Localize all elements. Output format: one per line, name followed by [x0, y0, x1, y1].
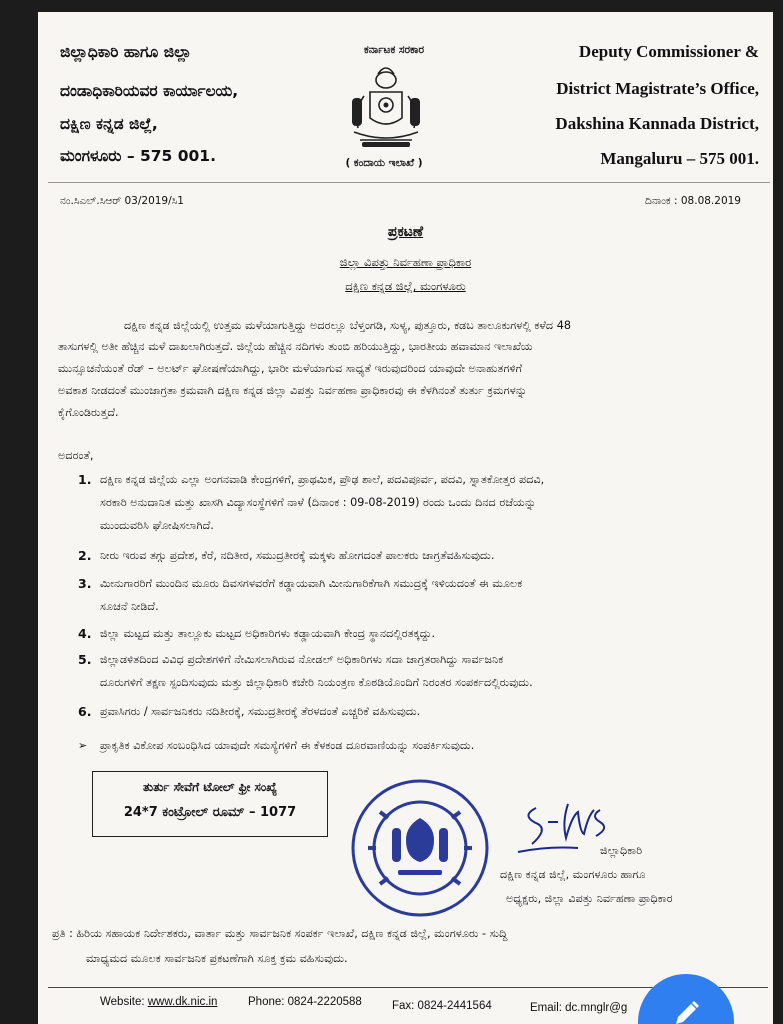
- header-department-label: ( ಕಂದಾಯ ಇಲಾಖೆ ): [345, 157, 423, 169]
- item-4-number: 4.: [78, 626, 92, 641]
- intro-line-2: ತಾಸುಗಳಲ್ಲಿ ಅತೀ ಹೆಚ್ಚಿನ ಮಳೆ ದಾಖಲಾಗಿರುತ್ತದೆ. ಜಿಲ್ಲೆಯ ಹೆಚ್ಚಿನ ನದಿಗಳು ತುಂಬಿ ಹರಿಯುತ್ತಿದ್ದು, ಭಾರತೀಯ ಹವಾಮಾನ ಇಲಾಖೆಯ: [58, 340, 533, 353]
- item-5-line-2: ದೂರುಗಳಿಗೆ ತಕ್ಷಣ ಸ್ಪಂದಿಸುವುದು ಮತ್ತು ಜಿಲ್ಲಾಧಿಕಾರಿ ಕಚೇರಿ ನಿಯಂತ್ರಣ ಕೊಠಡಿಯೊಂದಿಗೆ ನಿರಂತರ ಸಂಪರ್ಕದಲ್ಲಿರುವುದು.: [100, 676, 533, 689]
- header-right-line1: Deputy Commissioner &: [578, 42, 759, 61]
- header-right-line4: Mangaluru – 575 001.: [600, 149, 759, 168]
- item-2-number: 2.: [78, 548, 92, 563]
- edit-fab-button[interactable]: [638, 974, 734, 1024]
- office-seal: [340, 772, 498, 922]
- item-5-number: 5.: [78, 652, 92, 667]
- item-6-line-1: ಪ್ರವಾಸಿಗರು / ಸಾರ್ವಜನಿಕರು ನದಿತೀರಕ್ಕೆ, ಸಮುದ್ರತೀರಕ್ಕೆ ತೆರಳದಂತೆ ಎಚ್ಚರಿಕೆ ವಹಿಸುವುದು.: [100, 705, 421, 718]
- reference-number: ನಂ.ಸಿಎಲ್.ಸಿಆರ್ 03/2019/ಸಿ1: [60, 195, 184, 207]
- item-5-line-1: ಜಿಲ್ಲಾಡಳಿತದಿಂದ ವಿವಿಧ ಪ್ರದೇಶಗಳಿಗೆ ನೇಮಿಸಲಾಗಿರುವ ನೋಡಲ್ ಅಧಿಕಾರಿಗಳು ಸದಾ ಜಾಗ್ರತರಾಗಿದ್ದು ಸಾರ್ವಜನಿಕ: [100, 653, 504, 666]
- notice-title: ಪ್ರಕಟಣೆ: [387, 224, 424, 240]
- item-1-line-2: ಸರಕಾರಿ ಅನುದಾನಿತ ಮತ್ತು ಖಾಸಗಿ ವಿದ್ಯಾಸಂಸ್ಥೆಗಳಿಗೆ ನಾಳೆ (ದಿನಾಂಕ : 09-08-2019) ರಂದು ಒಂದು ದಿನದ ರಜೆಯನ್ನು: [100, 496, 537, 509]
- intro-line-3: ಮುನ್ಸೂಚನೆಯಂತೆ ರೆಡ್ – ಅಲರ್ಟ್ ಘೋಷಣೆಯಾಗಿದ್ದು, ಭಾರೀ ಮಳೆಯಾಗುವ ಸಾಧ್ಯತೆ ಇರುವುದರಿಂದ ಯಾವುದೇ ಅನಾಹುತಗಳಿಗೆ: [58, 362, 523, 375]
- item-1-line-3: ಮುಂದುವರಿಸಿ ಘೋಷಿಸಲಾಗಿದೆ.: [100, 519, 214, 532]
- header-government-label: ಕರ್ನಾಟಕ ಸರಕಾರ: [363, 44, 425, 56]
- footer-fax: Fax: 0824-2441564: [392, 1000, 492, 1012]
- document-sheet: [38, 12, 773, 1024]
- footer-website-label: Website:: [100, 996, 145, 1008]
- intro-line-5: ಕೈಗೊಂಡಿರುತ್ತದೆ.: [58, 406, 119, 419]
- header-left-line3: ದಕ್ಷಿಣ ಕನ್ನಡ ಜಿಲ್ಲೆ,: [60, 115, 158, 133]
- footer-website: [100, 996, 217, 1008]
- item-2-line-1: ನೀರು ಇರುವ ತಗ್ಗು ಪ್ರದೇಶ, ಕೆರೆ, ನದಿತೀರ, ಸಮುದ್ರತೀರಕ್ಕೆ ಮಕ್ಕಳು ಹೋಗದಂತೆ ಪಾಲಕರು ಜಾಗ್ರತೆವಹಿಸುವುದು.: [100, 549, 495, 562]
- footer-phone: Phone: 0824-2220588: [248, 996, 362, 1008]
- item-4-line-1: ಜಿಲ್ಲಾ ಮಟ್ಟದ ಮತ್ತು ತಾಲ್ಲೂಕು ಮಟ್ಟದ ಅಧಿಕಾರಿಗಳು ಕಡ್ಡಾಯವಾಗಿ ಕೇಂದ್ರ ಸ್ಥಾನದಲ್ಲಿರತಕ್ಕದ್ದು.: [100, 627, 436, 640]
- copy-to-line-1: ಪ್ರತಿ : ಹಿರಿಯ ಸಹಾಯಕ ನಿರ್ದೇಶಕರು, ವಾರ್ತಾ ಮತ್ತು ಸಾರ್ವಜನಿಕ ಸಂಪರ್ಕ ಇಲಾಖೆ, ದಕ್ಷಿಣ ಕನ್ನಡ ಜಿಲ್ಲೆ, ಮಂಗಳೂರು - ಸುದ್ದಿ: [52, 927, 508, 940]
- edit-pencil-icon: [672, 1000, 700, 1024]
- karnataka-emblem-icon: [340, 62, 432, 152]
- copy-to-line-2: ಮಾಧ್ಯಮದ ಮೂಲಕ ಸಾರ್ವಜನಿಕ ಪ್ರಕಟಣೆಗಾಗಿ ಸೂಕ್ತ ಕ್ರಮ ವಹಿಸುವುದು.: [86, 952, 348, 965]
- header-right-line2: District Magistrate’s Office,: [556, 79, 759, 98]
- signatory-line-3: ಅಧ್ಯಕ್ಷರು, ಜಿಲ್ಲಾ ವಿಪತ್ತು ನಿರ್ವಹಣಾ ಪ್ರಾಧಿಕಾರ: [506, 892, 673, 905]
- tollfree-box: [92, 771, 328, 837]
- signatory-designation: ಜಿಲ್ಲಾಧಿಕಾರಿ: [600, 844, 643, 857]
- bullet-arrow-icon: ➢: [78, 739, 88, 752]
- notice-subtitle-location: ದಕ್ಷಿಣ ಕನ್ನಡ ಜಿಲ್ಲೆ, ಮಂಗಳೂರು: [345, 279, 466, 293]
- item-3-number: 3.: [78, 576, 92, 591]
- header-left-line2: ದಂಡಾಧಿಕಾರಿಯವರ ಕಾರ್ಯಾಲಯ,: [60, 82, 239, 100]
- header-right-line3: Dakshina Kannada District,: [555, 114, 759, 133]
- header-divider: [48, 182, 770, 183]
- item-1-number: 1.: [78, 472, 92, 487]
- item-3-line-1: ಮೀನುಗಾರರಿಗೆ ಮುಂದಿನ ಮೂರು ದಿವಸಗಳವರೆಗೆ ಕಡ್ಡಾಯವಾಗಿ ಮೀನುಗಾರಿಕೆಗಾಗಿ ಸಮುದ್ರಕ್ಕೆ ಇಳಿಯದಂತೆ ಈ ಮೂಲಕ: [100, 577, 523, 590]
- item-1-line-1: ದಕ್ಷಿಣ ಕನ್ನಡ ಜಿಲ್ಲೆಯ ಎಲ್ಲಾ ಅಂಗನವಾಡಿ ಕೇಂದ್ರಗಳಿಗೆ, ಪ್ರಾಥಮಿಕ, ಪ್ರೌಢ ಶಾಲೆ, ಪದವಿಪೂರ್ವ, ಪದವಿ, ಸ್ನಾತಕೋತ್ತರ ಪದವಿ,: [100, 473, 545, 486]
- contact-note: ಪ್ರಾಕೃತಿಕ ವಿಕೋಪ ಸಂಬಂಧಿಸಿದ ಯಾವುದೇ ಸಮಸ್ಯೆಗಳಿಗೆ ಈ ಕೆಳಕಂಡ ದೂರವಾಣಿಯನ್ನು ಸಂಪರ್ಕಿಸುವುದು.: [100, 739, 475, 752]
- footer-email: Email: dc.mnglr@g: [530, 1002, 628, 1014]
- footer-website-link[interactable]: www.dk.nic.in: [147, 996, 218, 1008]
- header-left-line4: ಮಂಗಳೂರು – 575 001.: [60, 147, 216, 165]
- signatory-line-2: ದಕ್ಷಿಣ ಕನ್ನಡ ಜಿಲ್ಲೆ, ಮಂಗಳೂರು ಹಾಗೂ: [500, 868, 646, 881]
- notice-subtitle-authority: ಜಿಲ್ಲಾ ವಿಪತ್ತು ನಿರ್ವಹಣಾ ಪ್ರಾಧಿಕಾರ: [339, 255, 472, 269]
- tollfree-number: 24*7 ಕಂಟ್ರೋಲ್ ರೂಮ್ – 1077: [123, 805, 297, 820]
- header-left-line1: ಜಿಲ್ಲಾಧಿಕಾರಿ ಹಾಗೂ ಜಿಲ್ಲಾ: [60, 43, 192, 61]
- item-6-number: 6.: [78, 704, 92, 719]
- item-3-line-2: ಸೂಚನೆ ನೀಡಿದೆ.: [100, 600, 159, 613]
- reference-date: ದಿನಾಂಕ : 08.08.2019: [644, 195, 741, 207]
- intro-line-4: ಅವಕಾಶ ನೀಡದಂತೆ ಮುಂಜಾಗ್ರತಾ ಕ್ರಮವಾಗಿ ದಕ್ಷಿಣ ಕನ್ನಡ ಜಿಲ್ಲಾ ವಿಪತ್ತು ನಿರ್ವಹಣಾ ಪ್ರಾಧಿಕಾರವು ಈ ಕೆಳಗಿನಂತೆ ತುರ್ತು ಕ್ರಮಗಳನ್ನು: [58, 384, 528, 397]
- tollfree-title: ತುರ್ತು ಸೇವೆಗೆ ಟೋಲ್ ಫ್ರೀ ಸಂಖ್ಯೆ: [142, 780, 278, 794]
- adarante-label: ಅದರಂತೆ,: [58, 449, 94, 462]
- intro-line-1: ದಕ್ಷಿಣ ಕನ್ನಡ ಜಿಲ್ಲೆಯಲ್ಲಿ ಉತ್ತಮ ಮಳೆಯಾಗುತ್ತಿದ್ದು ಅದರಲ್ಲೂ ಬೆಳ್ತಂಗಡಿ, ಸುಳ್ಯ, ಪುತ್ತೂರು, ಕಡಬ ತಾಲೂಕುಗಳಲ್ಲಿ ಕಳೆದ 48: [124, 319, 571, 332]
